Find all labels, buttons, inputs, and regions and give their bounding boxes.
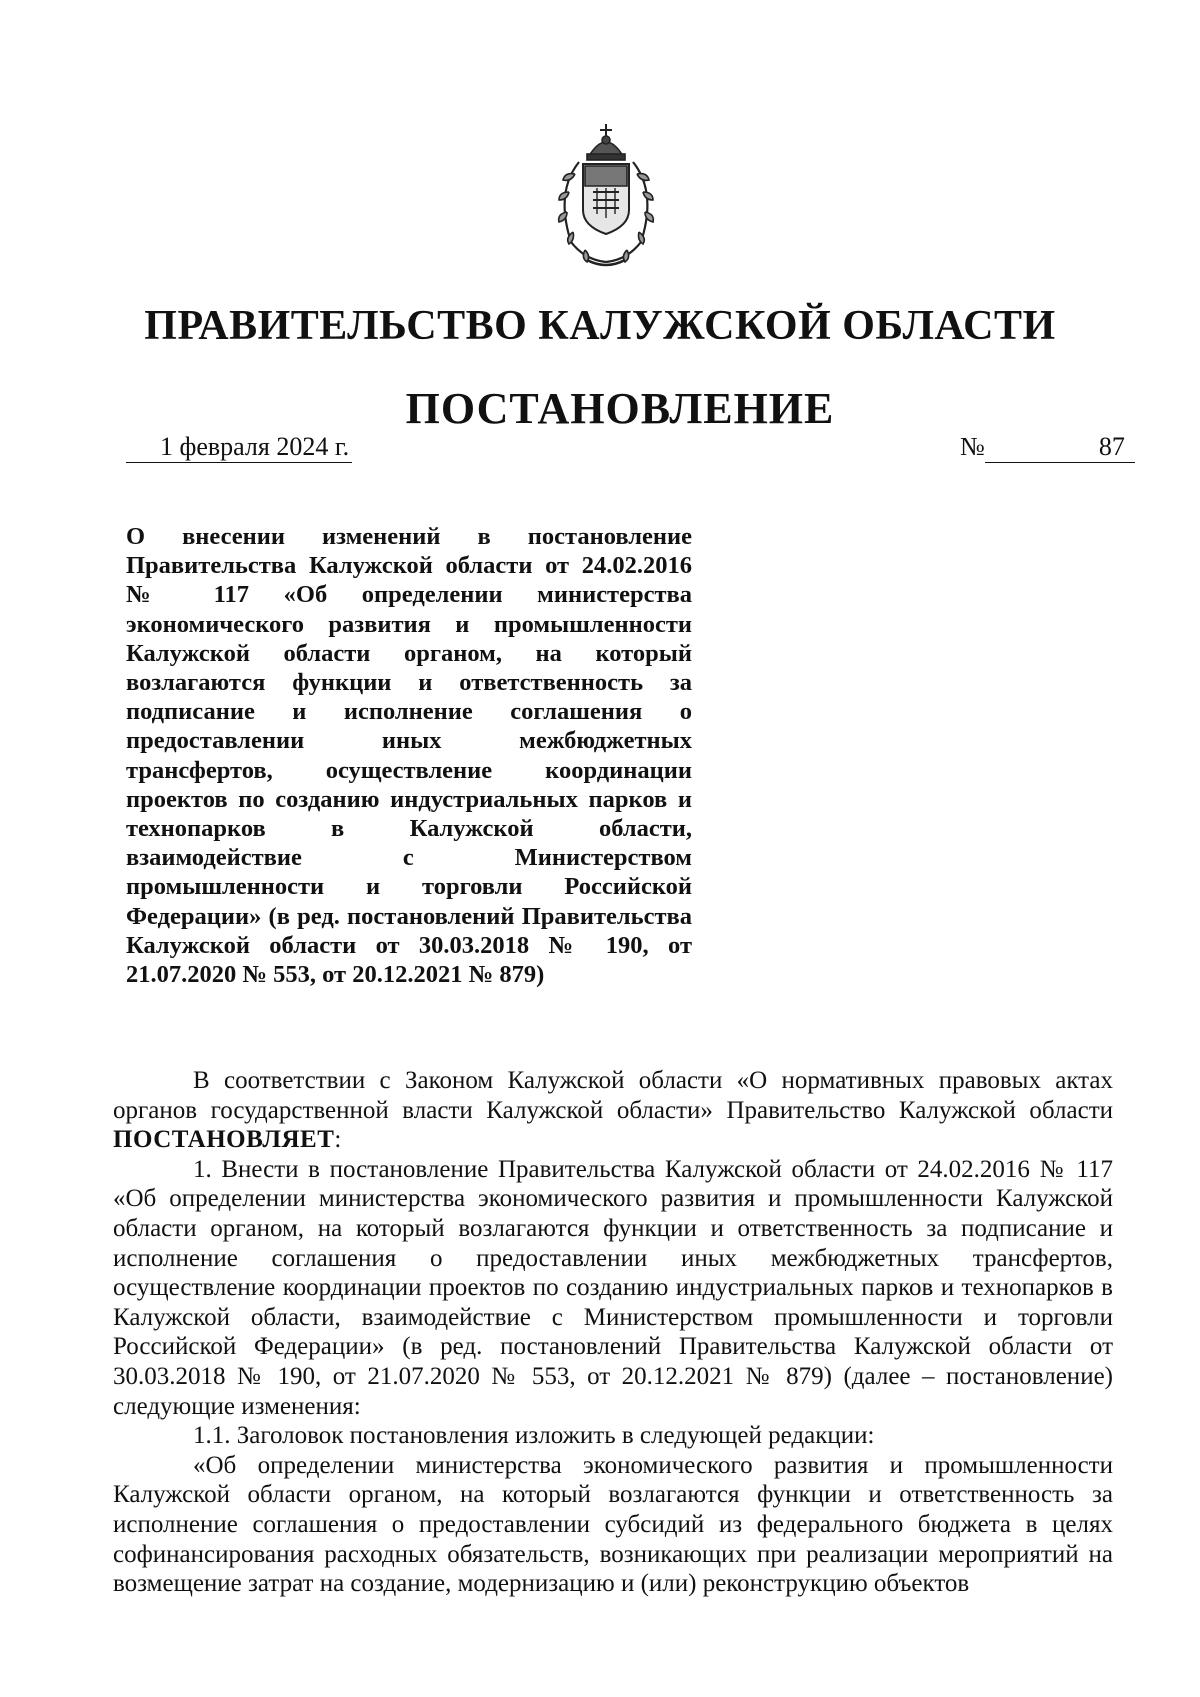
document-date: 1 февраля 2024 г. xyxy=(126,432,352,463)
preamble-colon: : xyxy=(334,1126,342,1154)
preamble-text: В соответствии с Законом Калужской области «О нормативных правовых актах органов государственной власти Калужской области» Правительство Калужской области xyxy=(113,1067,1113,1124)
document-number-field xyxy=(960,432,1135,463)
coat-of-arms-emblem xyxy=(545,122,667,270)
new-title-paragraph: «Об определении министерства экономического развития и промышленности Калужской области органом, на который возлагаются функции и ответственность за исполнение соглашения о предоставлении субсидий из федерального бюджета в целях софинансирования расходных обязательств, возникающих при реализации мероприятий на возмещение затрат на создание, модернизацию и (или) реконструкцию объектов xyxy=(113,1451,1113,1598)
preamble-verb: ПОСТАНОВЛЯЕТ xyxy=(113,1126,335,1154)
document-subject: О внесении изменений в постановление Правительства Калужской области от 24.02.2016 № 117 «Об определении министерства экономического развития и промышленности Калужской области органом, на который возлагаются функции и ответственность за подписание и исполнение соглашения о предоставлении иных межбюджетных трансфертов, осуществление координации проектов по созданию индустриальных парков и технопарков в Калужской области, взаимодействие с Министерством промышленности и торговли Российской Федерации» (в ред. постановлений Правительства Калужской области от 30.03.2018 № 190, от 21.07.2020 № 553, от 20.12.2021 № 879) xyxy=(126,523,692,989)
number-label: № xyxy=(960,432,985,461)
item-1-1-paragraph: 1.1. Заголовок постановления изложить в следующей редакции: xyxy=(193,1422,875,1450)
document-number: 87 xyxy=(985,432,1135,463)
authority-title: ПРАВИТЕЛЬСТВО КАЛУЖСКОЙ ОБЛАСТИ xyxy=(144,303,1056,349)
preamble-paragraph xyxy=(113,1066,1113,1155)
document-body xyxy=(113,1066,1113,1599)
document-type-title: ПОСТАНОВЛЕНИЕ xyxy=(405,384,835,433)
item-1-paragraph: 1. Внести в постановление Правительства Калужской области от 24.02.2016 № 117 «Об определении министерства экономического развития и промышленности Калужской области органом, на который возлагаются функции и ответственность за подписание и исполнение соглашения о предоставлении иных межбюджетных трансфертов, осуществление координации проектов по созданию индустриальных парков и технопарков в Калужской области, взаимодействие с Министерством промышленности и торговли Российской Федерации» (в ред. постановлений Правительства Калужской области от 30.03.2018 № 190, от 21.07.2020 № 553, от 20.12.2021 № 879) (далее – постановление) следующие изменения: xyxy=(113,1155,1113,1420)
